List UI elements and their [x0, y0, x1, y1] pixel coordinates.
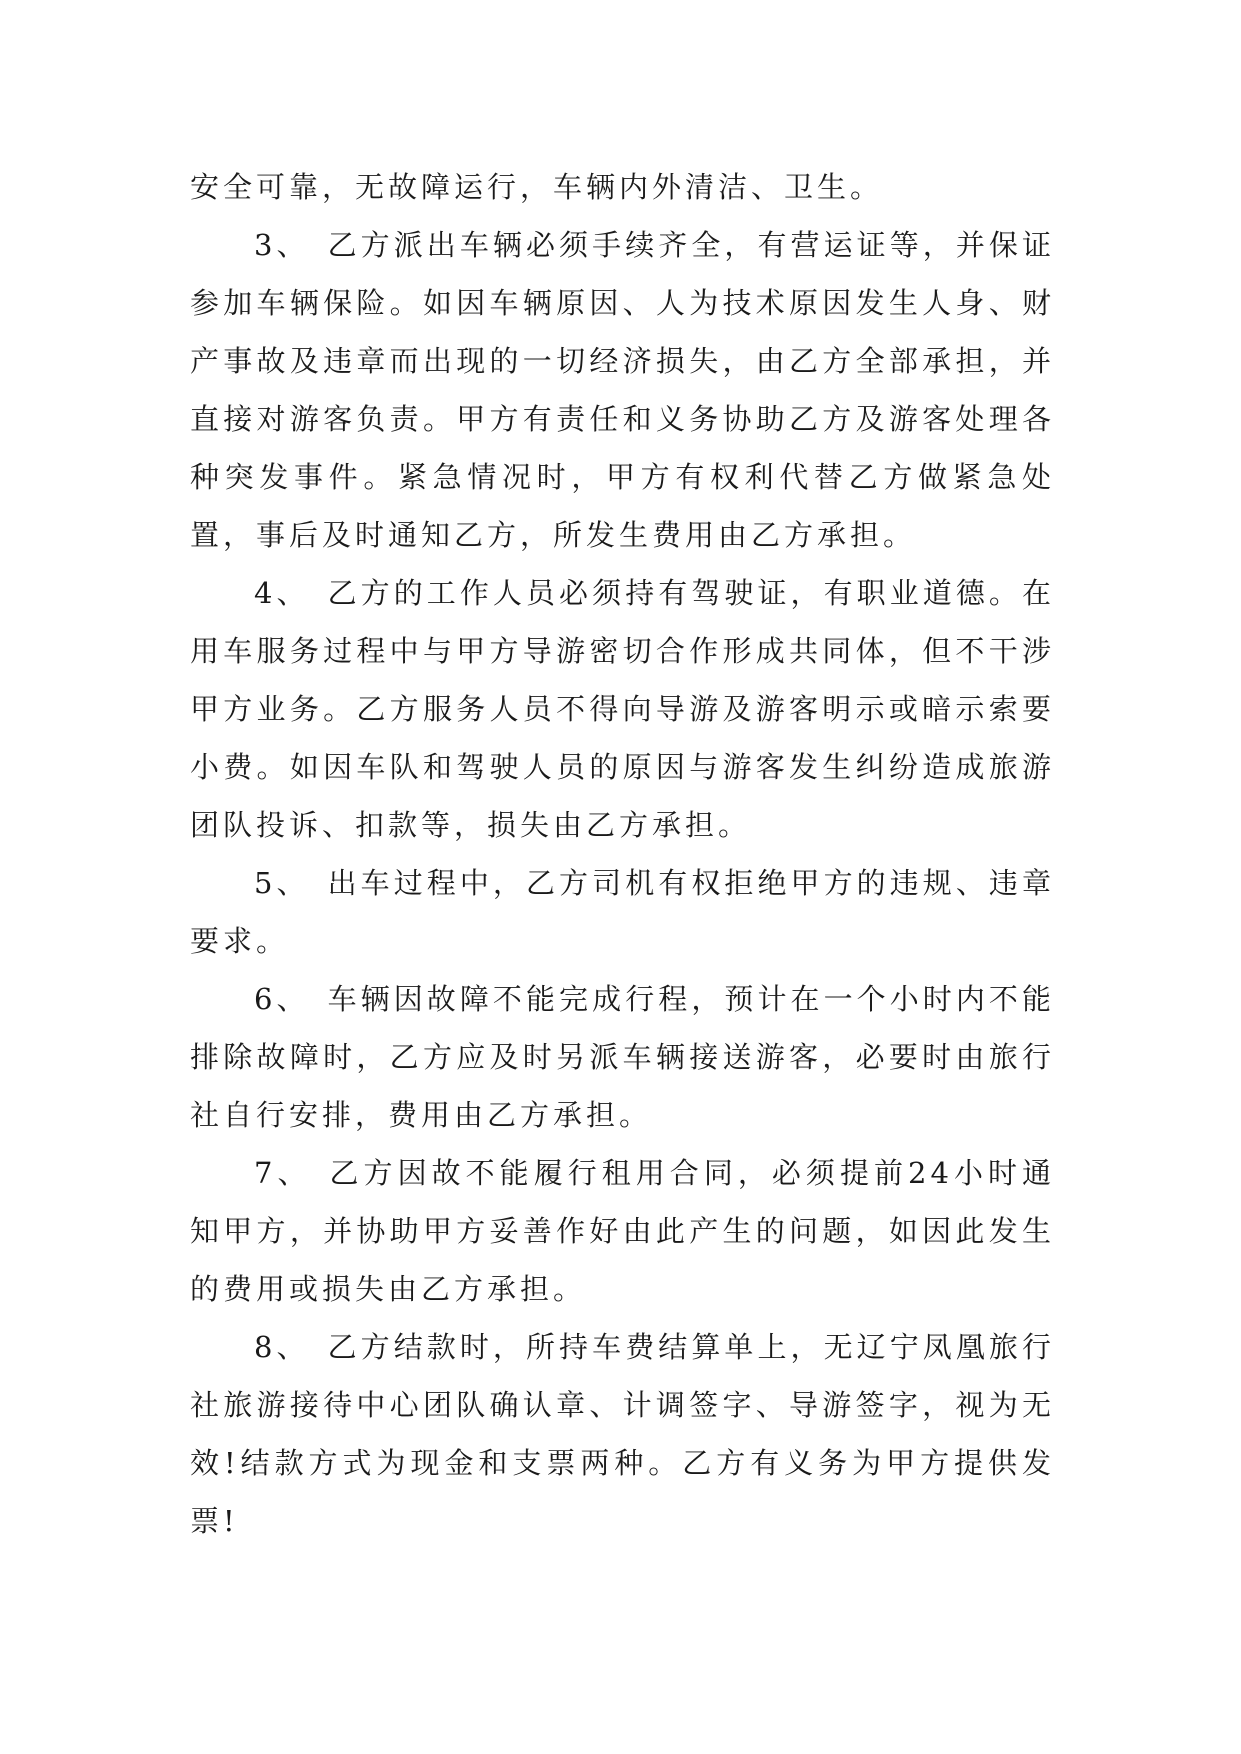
clause-7 — [190, 1144, 1055, 1318]
clause-3 — [190, 216, 1055, 564]
clause-4 — [190, 564, 1055, 854]
clause-number: 7、 — [254, 1156, 312, 1190]
clause-8 — [190, 1318, 1055, 1550]
clause-text: 乙方结款时，所持车费结算单上，无辽宁凤凰旅行社旅游接待中心团队确认章、计调签字、导游签字，视为无效!结款方式为现金和支票两种。乙方有义务为甲方提供发票! — [190, 1330, 1055, 1538]
clause-number: 6、 — [254, 982, 310, 1016]
clause-5 — [190, 854, 1055, 970]
clause-6 — [190, 970, 1055, 1144]
clause-number: 8、 — [254, 1330, 310, 1364]
clause-text: 出车过程中，乙方司机有权拒绝甲方的违规、违章要求。 — [190, 866, 1055, 958]
paragraph-text: 安全可靠，无故障运行，车辆内外清洁、卫生。 — [190, 170, 884, 204]
document-body — [190, 158, 1055, 1550]
clause-text: 乙方因故不能履行租用合同，必须提前24小时通知甲方，并协助甲方妥善作好由此产生的问题，如因此发生的费用或损失由乙方承担。 — [190, 1156, 1056, 1306]
clause-text: 乙方派出车辆必须手续齐全，有营运证等，并保证参加车辆保险。如因车辆原因、人为技术原因发生人身、财产事故及违章而出现的一切经济损失，由乙方全部承担，并直接对游客负责。甲方有责任和义务协助乙方及游客处理各种突发事件。紧急情况时，甲方有权利代替乙方做紧急处置，事后及时通知乙方，所发生费用由乙方承担。 — [190, 228, 1055, 552]
clause-number: 4、 — [254, 576, 310, 610]
clause-text: 乙方的工作人员必须持有驾驶证，有职业道德。在用车服务过程中与甲方导游密切合作形成共同体，但不干涉甲方业务。乙方服务人员不得向导游及游客明示或暗示索要小费。如因车队和驾驶人员的原因与游客发生纠纷造成旅游团队投诉、扣款等，损失由乙方承担。 — [190, 576, 1055, 842]
clause-number: 5、 — [254, 866, 310, 900]
clause-number: 3、 — [254, 228, 310, 262]
paragraph-continuation — [190, 158, 1055, 216]
clause-text: 车辆因故障不能完成行程，预计在一个小时内不能排除故障时，乙方应及时另派车辆接送游客，必要时由旅行社自行安排，费用由乙方承担。 — [190, 982, 1055, 1132]
